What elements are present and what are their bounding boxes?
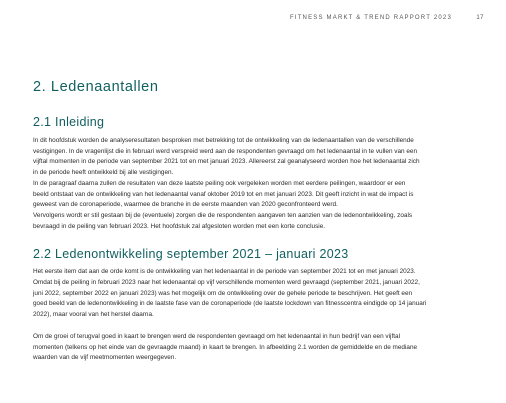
- report-title: FITNESS MARKT & TREND RAPPORT 2023: [289, 15, 452, 21]
- page-content: [33, 79, 475, 364]
- text-line: In dit hoofdstuk worden de analyseresultaten besproken met betrekking tot de ontwikkeling van de ledenaantallen van de verschillende: [33, 137, 414, 144]
- text-line: Vervolgens wordt er stil gestaan bij de (eventuele) zorgen die de respondenten aangaven ten aanzien van de ledenontwikkeling, zoals: [33, 211, 413, 219]
- page-number: 17: [476, 15, 484, 21]
- text-line: 2022), maar vooral van het herstel daarna.: [33, 311, 154, 319]
- section-title-inleiding: 2.1 Inleiding: [33, 115, 105, 129]
- text-line: Het eerste item dat aan de orde komt is de ontwikkeling van het ledenaantal in de periode van september 2021 tot en met januari 2023.: [33, 268, 416, 276]
- text-line: in de periode heeft ontwikkeld bij alle vestigingen.: [33, 169, 174, 177]
- text-line: waarden van de vijf meetmomenten weergegeven.: [33, 354, 177, 362]
- text-line: vestigingen. In de vragenlijst die in februari werd verspreid werd aan de respondenten gevraagd om het ledenaantal in te vullen van een: [33, 147, 418, 155]
- text-line: momenten (telkens op het einde van de gevraagde maand) in kaart te brengen. In afbeelding 2.1 worden de gemiddelde en de mediane: [33, 343, 418, 351]
- section-title-ledenontwikkeling: 2.2 Ledenontwikkeling september 2021 – januari 2023: [33, 247, 349, 262]
- text-line: geweest van de coronaperiode, waarmee de branche in de eerste maanden van 2020 geconfronteerd werd.: [33, 201, 338, 209]
- text-line: vijftal momenten in de periode van september 2021 tot en met januari 2023. Allereerst zal geanalyseerd worden hoe het ledenaantal zich: [33, 158, 420, 166]
- text-line: bevraagd in de peiling van februari 2023. Het hoofdstuk zal afgesloten worden met een korte conclusie.: [33, 222, 326, 230]
- text-line: In de paragraaf daarna zullen de resultaten van deze laatste peiling ook vergeleken worden met eerdere peilingen, waardoor er een: [33, 179, 406, 187]
- ledenontwikkeling-paragraph-2: [33, 332, 475, 364]
- text-line: juni 2022, september 2022 en januari 2023) was het mogelijk om de ontwikkeling over de gehele periode te beschrijven. Het geeft een: [33, 289, 413, 297]
- chapter-title: 2. Ledenaantallen: [33, 79, 159, 95]
- page-header: [0, 15, 506, 25]
- text-line: beeld ontstaat van de ontwikkeling van het ledenaantal vanaf oktober 2019 tot en met januari 2023. Dit geeft inzicht in wat de impact is: [33, 190, 414, 198]
- ledenontwikkeling-paragraph-1: [33, 267, 475, 321]
- text-line: Omdat bij de peiling in februari 2023 naar het ledenaantal op vijf verschillende momenten werd gevraagd (september 2021, januari 2022,: [33, 279, 420, 287]
- text-line: goed beeld van de ledenontwikkeling in de laatste fase van de coronaperiode (de laatste lockdown van fitnesscentra eindigde op 14 januari: [33, 300, 427, 308]
- inleiding-paragraph: [33, 136, 475, 232]
- text-line: Om de groei of terugval goed in kaart te brengen werd de respondenten gevraagd om het ledenaantal in hun bedrijf van een vijftal: [33, 332, 400, 340]
